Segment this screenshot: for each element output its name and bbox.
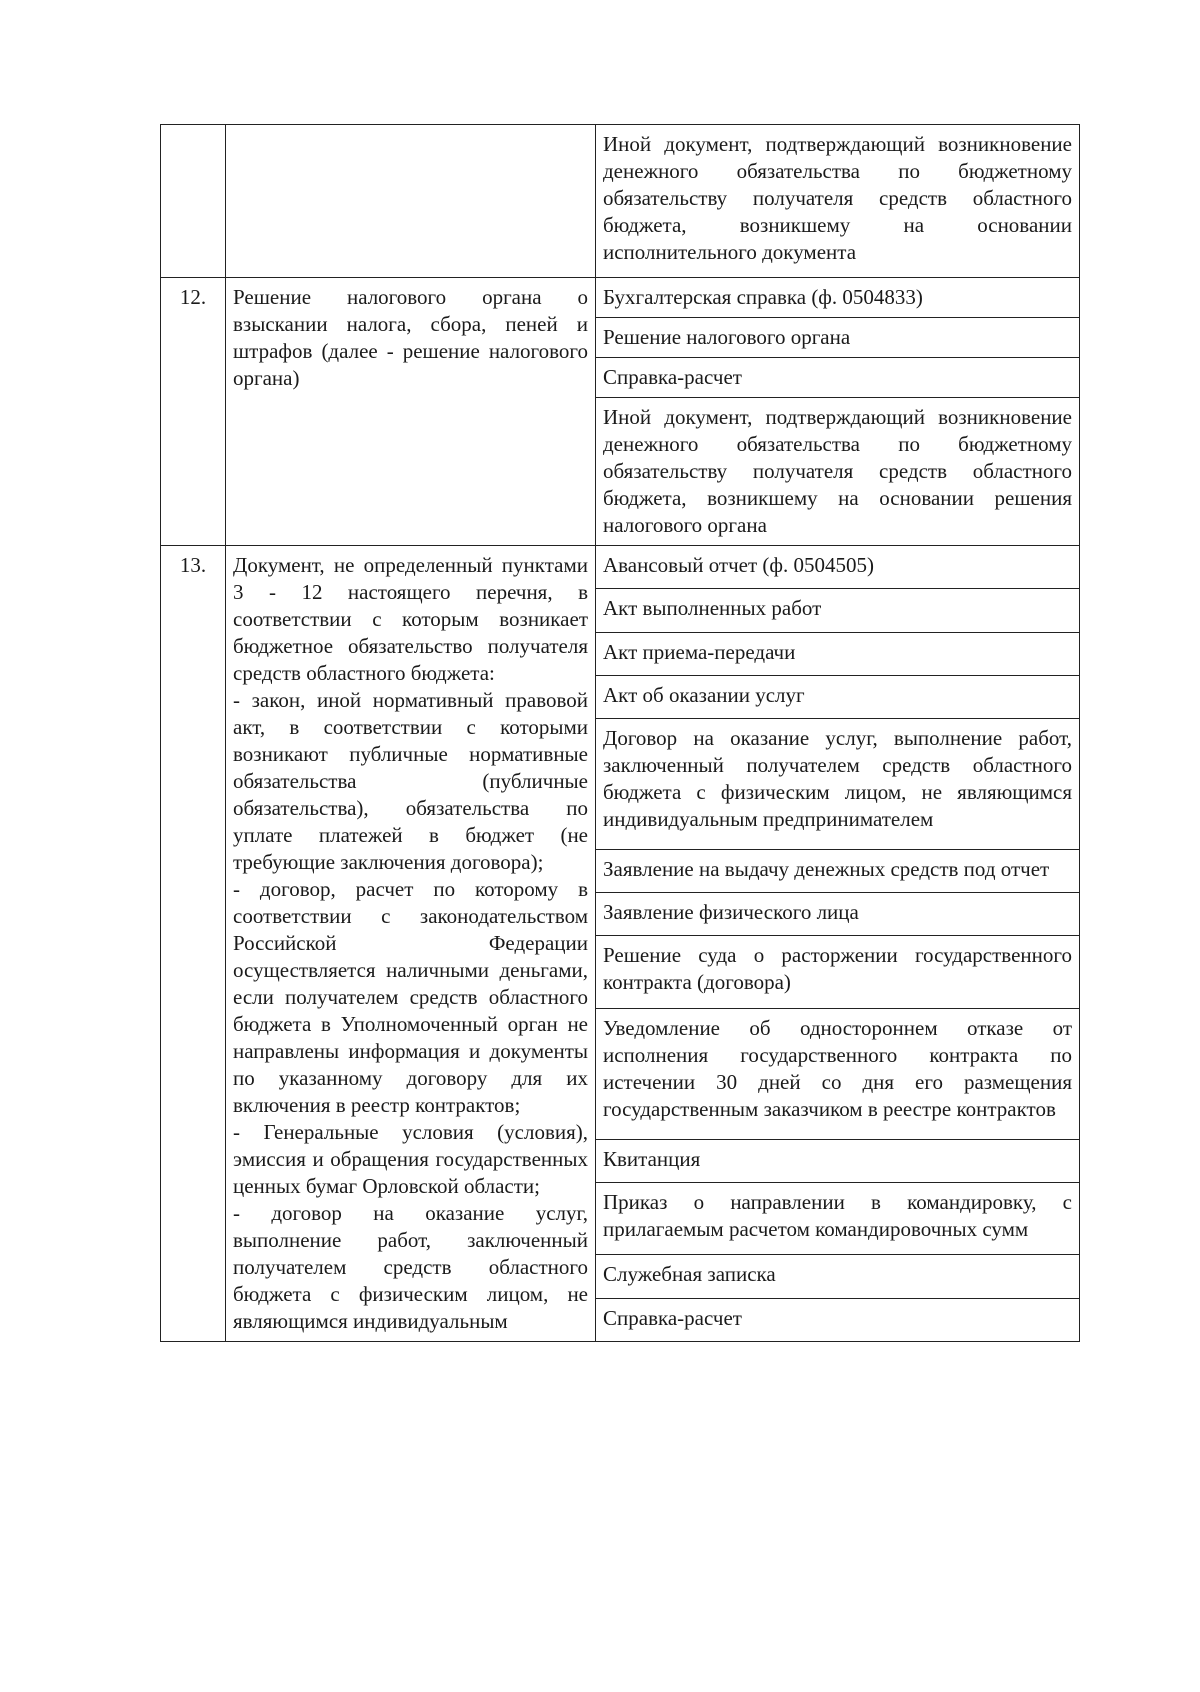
document-item: Квитанция <box>596 1139 1080 1182</box>
basis-text: - договор, расчет по которому в соответствии с законодательством Российской Федерации осуществляется наличными деньгами, если получателем средств областного бюджета в Уполномоченный орган не направлены информация и документы по указанному договору для их включения в реестр контрактов; <box>233 877 588 1117</box>
document-item: Служебная записка <box>596 1255 1080 1298</box>
document-item: Акт выполненных работ <box>596 589 1080 632</box>
document-item: Авансовый отчет (ф. 0504505) <box>596 546 1080 589</box>
basis-cell <box>226 125 596 278</box>
row-number: 12. <box>161 278 226 546</box>
document-item: Заявление на выдачу денежных средств под отчет <box>596 849 1080 892</box>
document-item: Иной документ, подтверждающий возникновение денежного обязательства по бюджетному обязательству получателя средств областного бюджета, возникшему на основании исполнительного документа <box>596 125 1080 278</box>
document-item: Бухгалтерская справка (ф. 0504833) <box>596 278 1080 318</box>
document-item: Акт приема-передачи <box>596 632 1080 675</box>
document-item: Справка-расчет <box>596 1298 1080 1341</box>
basis-text: - закон, иной нормативный правовой акт, в соответствии с которыми возникают публичные нормативные обязательства (публичные обязательства), обязательства по уплате платежей в бюджет (не требующие заключения договора); <box>233 688 588 874</box>
row-number <box>161 125 226 278</box>
table-row <box>161 125 1080 278</box>
document-item: Заявление физического лица <box>596 893 1080 936</box>
basis-text: Решение налогового органа о взыскании налога, сбора, пеней и штрафов (далее - решение налогового органа) <box>233 285 588 390</box>
table-row <box>161 546 1080 589</box>
document-item: Решение налогового органа <box>596 318 1080 358</box>
document-item: Акт об оказании услуг <box>596 675 1080 718</box>
document-item: Справка-расчет <box>596 358 1080 398</box>
table-row <box>161 278 1080 318</box>
basis-cell <box>226 278 596 546</box>
basis-text: - договор на оказание услуг, выполнение работ, заключенный получателем средств областного бюджета с физическим лицом, не являющимся индивидуальным <box>233 1201 588 1333</box>
documents-table <box>160 124 1080 1342</box>
document-item: Приказ о направлении в командировку, с прилагаемым расчетом командировочных сумм <box>596 1182 1080 1254</box>
basis-text: Документ, не определенный пунктами 3 - 12 настоящего перечня, в соответствии с которым возникает бюджетное обязательство получателя средств областного бюджета: <box>233 553 588 685</box>
basis-cell <box>226 546 596 1342</box>
row-number: 13. <box>161 546 226 1342</box>
basis-text: - Генеральные условия (условия), эмиссия и обращения государственных ценных бумаг Орловской области; <box>233 1120 588 1198</box>
document-item: Решение суда о расторжении государственного контракта (договора) <box>596 936 1080 1008</box>
document-item: Уведомление об одностороннем отказе от исполнения государственного контракта по истечении 30 дней со дня его размещения государственным заказчиком в реестре контрактов <box>596 1008 1080 1139</box>
document-item: Договор на оказание услуг, выполнение работ, заключенный получателем средств областного бюджета с физическим лицом, не являющимся индивидуальным предпринимателем <box>596 719 1080 850</box>
document-item: Иной документ, подтверждающий возникновение денежного обязательства по бюджетному обязательству получателя средств областного бюджета, возникшему на основании решения налогового органа <box>596 398 1080 546</box>
